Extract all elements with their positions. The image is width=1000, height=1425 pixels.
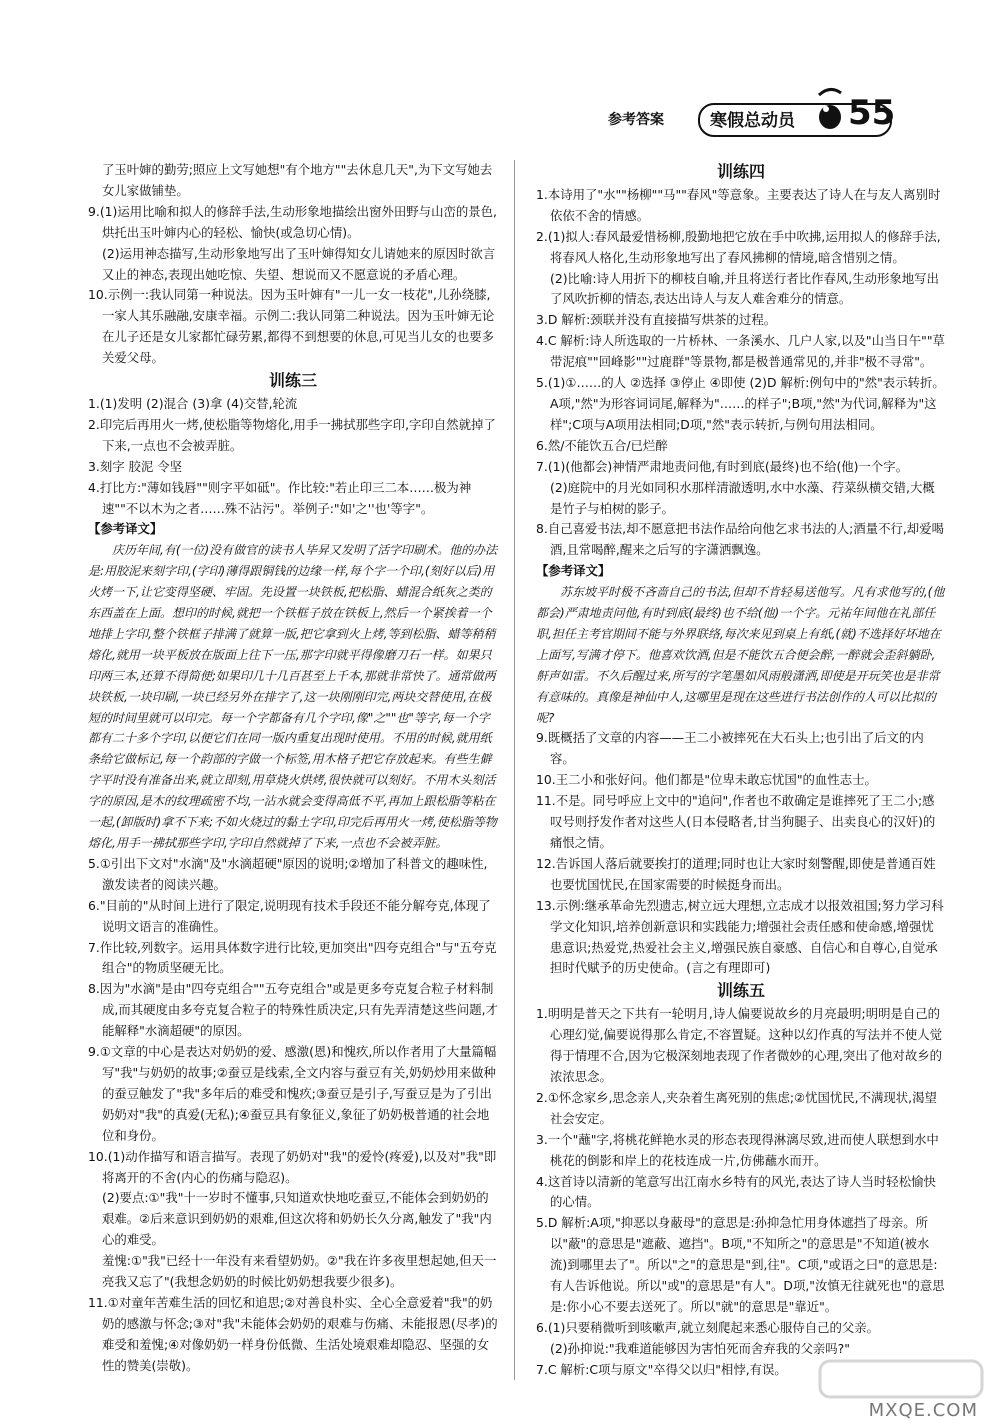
answer-item: 9.(1)运用比喻和拟人的修辞手法,生动形象地描绘出窗外田野与山峦的景色,烘托出玉叶婶内心的轻松、愉快(或急切心情)。: [88, 203, 497, 240]
answer-item: 1.本诗用了"水""杨柳""马""春风"等意象。主要表达了诗人在与友人离别时依依不舍的情感。: [536, 186, 941, 223]
answer-item: 11.①对童年苦难生活的回忆和追思;②对善良朴实、全心全意爱着"我"的奶奶的感激与怀念;③对"我"未能体会奶奶的艰难与伤痛、未能报恩(尽孝)的难受和羞愧;④对像奶奶一样身份低微、生活处境艰难却隐忍、坚强的女性的赞美(崇敬)。: [88, 1294, 498, 1373]
answer-item: 3.刻字 胶泥 令坚: [88, 458, 183, 474]
answer-item: (2)庭院中的月光如同积水那样清澈透明,水中水藻、荇菜纵横交错,大概是竹子与柏树的影子。: [550, 479, 935, 516]
watermark-text: MXQE.COM: [868, 1400, 978, 1421]
answer-item: (2)孙抑说:"我难道能够因为害怕死而舍弃我的父亲吗?": [550, 1340, 850, 1356]
answer-item: 6.然/不能饮五合/已烂醉: [536, 437, 668, 453]
reference-translation: 苏东坡平时极不吝啬自己的书法,但却不肯轻易送他写。凡有求他写的,(他都会)严肃地责问他,有时到底(最终)也不给(他)一个字。元祐年间他在礼部任职,担任主考官期间不能与外界联络,每次来见到桌上有纸,(就)不选择好坏地在上面写,写满才停下。他喜欢饮酒,但是不能饮五合便会醉,一醉就会歪斜躺卧,鼾声如雷。不久后醒过来,所写的字笔墨如风雨般潇洒,即使是开玩笑也是非常有意味的。真像是神仙中人,这哪里是现在这些进行书法创作的人可以比拟的呢?: [536, 585, 945, 725]
answer-item: 8.因为"水滴"是由"四夸克组合""五夸克组合"或是更多夸克复合粒子材料制成,而其硬度由多夸克复合粒子的特殊性质决定,只有先弄清楚这些问题,才能解释"水滴超硬"的原因。: [88, 981, 498, 1039]
answer-item: 2.(1)拟人:春风最爱惜杨柳,殷勤地把它放在手中吹拂,运用拟人的修辞手法,将春风人格化,生动形象地写出了春风拂柳的情境,暗含惜别之情。: [536, 228, 941, 265]
answer-item: 5.D 解析:A项,"抑恶以身蔽母"的意思是:孙抑急忙用身体遮挡了母亲。所以"蔽"的意思是"遮蔽、遮挡"。B项,"不知所之"的意思是"不知道(被水流)到哪里去了"。所以"之"的意思是"到,往"。C项,"或语之曰"的意思是:有人告诉他说。所以"或"的意思是"有人"。D项,"汝慎无往就死也"的意思是:你小心不要去送死了。所以"就"的意思是"靠近"。: [536, 1215, 945, 1314]
answer-item: (2)运用神态描写,生动形象地写出了玉叶婶得知女儿请她来的原因时欲言又止的神态,表现出她吃惊、失望、想说而又不愿意说的矛盾心理。: [102, 245, 496, 282]
section-heading-5: 训练五: [716, 981, 765, 1001]
answer-item: 5.(1)①……的人 ②选择 ③停止 ④即使 (2)D 解析:例句中的"然"表示转折。A项,"然"为形容词词尾,解释为"……的样子";B项,"然"为代词,解释为"这样";C项与A项用法相同;D项,"然"表示转折,与例句用法相同。: [536, 375, 945, 432]
answer-item: 9.既概括了文章的内容——王二小被摔死在大石头上;也引出了后文的内容。: [536, 730, 924, 767]
answer-item: 7.C 解析:C项与原文"卒得父以归"相悖,有误。: [536, 1361, 787, 1377]
answer-item: (2)要点:①"我"十一岁时不懂事,只知道欢快地吃蚕豆,不能体会到奶奶的艰难。②后来意识到奶奶的艰难,但这次将和奶奶长久分离,触发了"我"内心的难受。: [102, 1190, 492, 1248]
column-divider: [514, 160, 515, 1380]
answer-item: 10.王二小和张好问。他们都是"位卑未敢忘忧国"的血性志士。: [536, 772, 877, 788]
left-column: [88, 160, 498, 1377]
header-title: 寒假总动员: [710, 111, 795, 131]
reference-translation-heading: 【参考译文】: [88, 521, 163, 537]
answer-item: 2.①怀念家乡,思念亲人,夹杂着生离死别的焦虑;②忧国忧民,不满现状,渴望社会安定。: [536, 1089, 937, 1126]
answer-item: (2)比喻:诗人用折下的柳枝自喻,并且将送行者比作春风,生动形象地写出了风吹折柳的情态,表达出诗人与友人难舍难分的情意。: [550, 270, 939, 307]
answer-item: 6.(1)只要稍微听到咳嗽声,就立刻爬起来悉心服侍自己的父亲。: [536, 1319, 880, 1335]
answer-item: 4.C 解析:诗人所选取的一片桥林、一条溪水、几户人家,以及"山当日午""草带泥痕""回峰影""过鹿群"等景物,都是极普通常见的,并非"极不寻常"。: [536, 333, 945, 370]
answer-item: 10.(1)动作描写和语言描写。表现了奶奶对"我"的爱怜(疼爱),以及对"我"即将离开的不舍(内心的伤痛与隐忍)。: [88, 1148, 497, 1185]
answer-item: 11.不是。同号呼应上文中的"追问",作者也不敢确定是谁摔死了王二小;感叹号则抒发作者对这些人(日本侵略者,甘当狗腿子、出卖良心的汉奸)的痛恨之情。: [536, 793, 936, 850]
page-number: 55: [848, 93, 896, 133]
section-heading-4: 训练四: [716, 162, 765, 181]
answer-item: 4.这首诗以清新的笔意写出江南水乡特有的风光,表达了诗人当时轻松愉快的心情。: [536, 1173, 936, 1210]
section-heading-3: 训练三: [268, 371, 317, 391]
answer-item: 7.作比较,列数字。运用具体数字进行比较,更加突出"四夸克组合"与"五夸克组合"的物质坚硬无比。: [88, 939, 497, 976]
answer-item: 2.印完后再用火一烤,使松脂等物熔化,用手一拂拭那些字印,字印自然就掉了下来,一点也不会被弄脏。: [88, 416, 496, 453]
reference-translation: 庆历年间,有(一位)没有做官的读书人毕昇又发明了活字印刷术。他的办法是:用胶泥来刻字印,(字印)薄得跟铜钱的边缘一样,每个字一个印,(刻好以后)用火烤一下,让它变得坚硬、牢固。先设置一块铁板,把松脂、蜡混合纸灰之类的东西盖在上面。想印的时候,就把一个铁框子放在铁板上,然后一个紧挨着一个地排上字印,整个铁框子排满了就算一版,把它拿到火上烤,等到松脂、蜡等稍稍熔化,就用一块平板放在版面上往下一压,那字印就平得像磨刀石一样。如果只印两三本,还算不得简便;如果印几十几百甚至上千本,那就非常快了。通常做两块铁板,一块印刷,一块已经另外在排字了,这一块刚刚印完,两块交替使用,在极短的时间里就可以印完。每一个字都备有几个字印,像"之""也"等字,每一个字都有二十多个字印,以便它们在同一版内重复出现时使用。不用的时候,就用纸条给它做标记,每一个韵部的字做一个标签,用木格子把它存放起来。有些生僻字平时没有准备出来,就立即刻,用草烧火烘烤,很快就可以刻好。不用木头刻活字的原因,是木的纹理疏密不均,一沾水就会变得高低不平,再加上跟松脂等粘在一起,(卸版时)拿不下来;不如火烧过的黏土字印,印完后再用火一烤,使松脂等物熔化,用手一拂拭那些字印,字印自然就掉了下来,一点也不会被弄脏。: [88, 543, 498, 850]
answer-item: 6."目前的"从时间上进行了限定,说明现有技术手段还不能分解夸克,体现了说明文语言的准确性。: [88, 897, 491, 934]
page-header: [580, 95, 940, 139]
answer-item: 10.示例一:我认同第一种说法。因为玉叶婶有"一儿一女一枝花",儿孙绕膝,一家人其乐融融,安康幸福。示例二:我认同第二种说法。因为玉叶婶无论在儿子还是女儿家都忙碌劳累,都得不到想要的休息,可见当儿女的也要多关爱父母。: [88, 287, 495, 366]
answer-item: 8.自己喜爱书法,却不愿意把书法作品给向他乞求书法的人;酒量不行,却爱喝酒,且常喝醉,醒来之后写的字潇洒飘逸。: [536, 521, 944, 558]
answer-item: 9.①文章的中心是表达对奶奶的爱、感激(恩)和愧疚,所以作者用了大量篇幅写"我"与奶奶的故事;②蚕豆是线索,全文内容与蚕豆有关,奶奶炒用来做种的蚕豆触发了"我"多年后的难受和愧疚;③蚕豆是引子,写蚕豆是为了引出奶奶对"我"的真爱(无私);④蚕豆具有象征义,象征了奶奶极普通的社会地位和身份。: [88, 1044, 497, 1143]
answer-item: 1.明明是普天之下共有一轮明月,诗人偏要说故乡的月亮最明;明明是自己的心理幻觉,偏要说得那么肯定,不容置疑。这种以幻作真的写法并不使人觉得于情理不合,因为它极深刻地表现了作者微妙的心理,突出了他对故乡的浓浓思念。: [536, 1006, 942, 1084]
right-column: [536, 160, 946, 1381]
answer-item: 羞愧:①"我"已经十一年没有来看望奶奶。②"我在许多夜里想起她,但天一亮我又忘了"(我想念奶奶的时候比奶奶想我要少很多)。: [102, 1253, 497, 1290]
mascot-icon: [815, 87, 845, 131]
answer-item: 3.一个"蘸"字,将桃花鲜艳水灵的形态表现得淋漓尽致,进而使人联想到水中桃花的倒影和岸上的花枝连成一片,仿佛蘸水而开。: [536, 1131, 939, 1168]
answer-item: 13.示例:继承革命先烈遗志,树立远大理想,立志成才以报效祖国;努力学习科学文化知识,培养创新意识和实践能力;增强社会责任感和使命感,增强忧患意识;热爱党,热爱社会主义,增强民族自豪感、自信心和自尊心,自觉承担时代赋予的历史使命。(言之有理即可): [536, 897, 944, 976]
reference-translation-heading: 【参考译文】: [536, 563, 611, 579]
answer-item: 5.①引出下文对"水滴"及"水滴超硬"原因的说明;②增加了科普文的趣味性,激发读者的阅读兴趣。: [88, 855, 488, 892]
answer-item: 1.(1)发明 (2)混合 (3)拿 (4)交替,轮流: [88, 395, 298, 411]
header-reference-label: 参考答案: [608, 112, 664, 128]
answer-item: 4.打比方:"薄如钱唇""则字平如砥"。作比较:"若止印三二本……极为神速""不以木为之者……殊不沾污"。举例子:"如'之''也'等字"。: [88, 479, 472, 516]
answer-item: 了玉叶婶的勤劳;照应上文写她想"有个地方""去休息几天",为下文写她去女儿家做铺垫。: [102, 162, 493, 198]
answer-item: 12.告诉国人落后就要挨打的道理;同时也让大家时刻警醒,即使是普通百姓也要忧国忧民,在国家需要的时候挺身而出。: [536, 855, 936, 892]
answer-item: 7.(1)(他都会)神情严肃地责问他,有时到底(最终)也不给(他)一个字。: [536, 458, 909, 474]
answer-item: 3.D 解析:颈联并没有直接描写烘茶的过程。: [536, 312, 777, 328]
